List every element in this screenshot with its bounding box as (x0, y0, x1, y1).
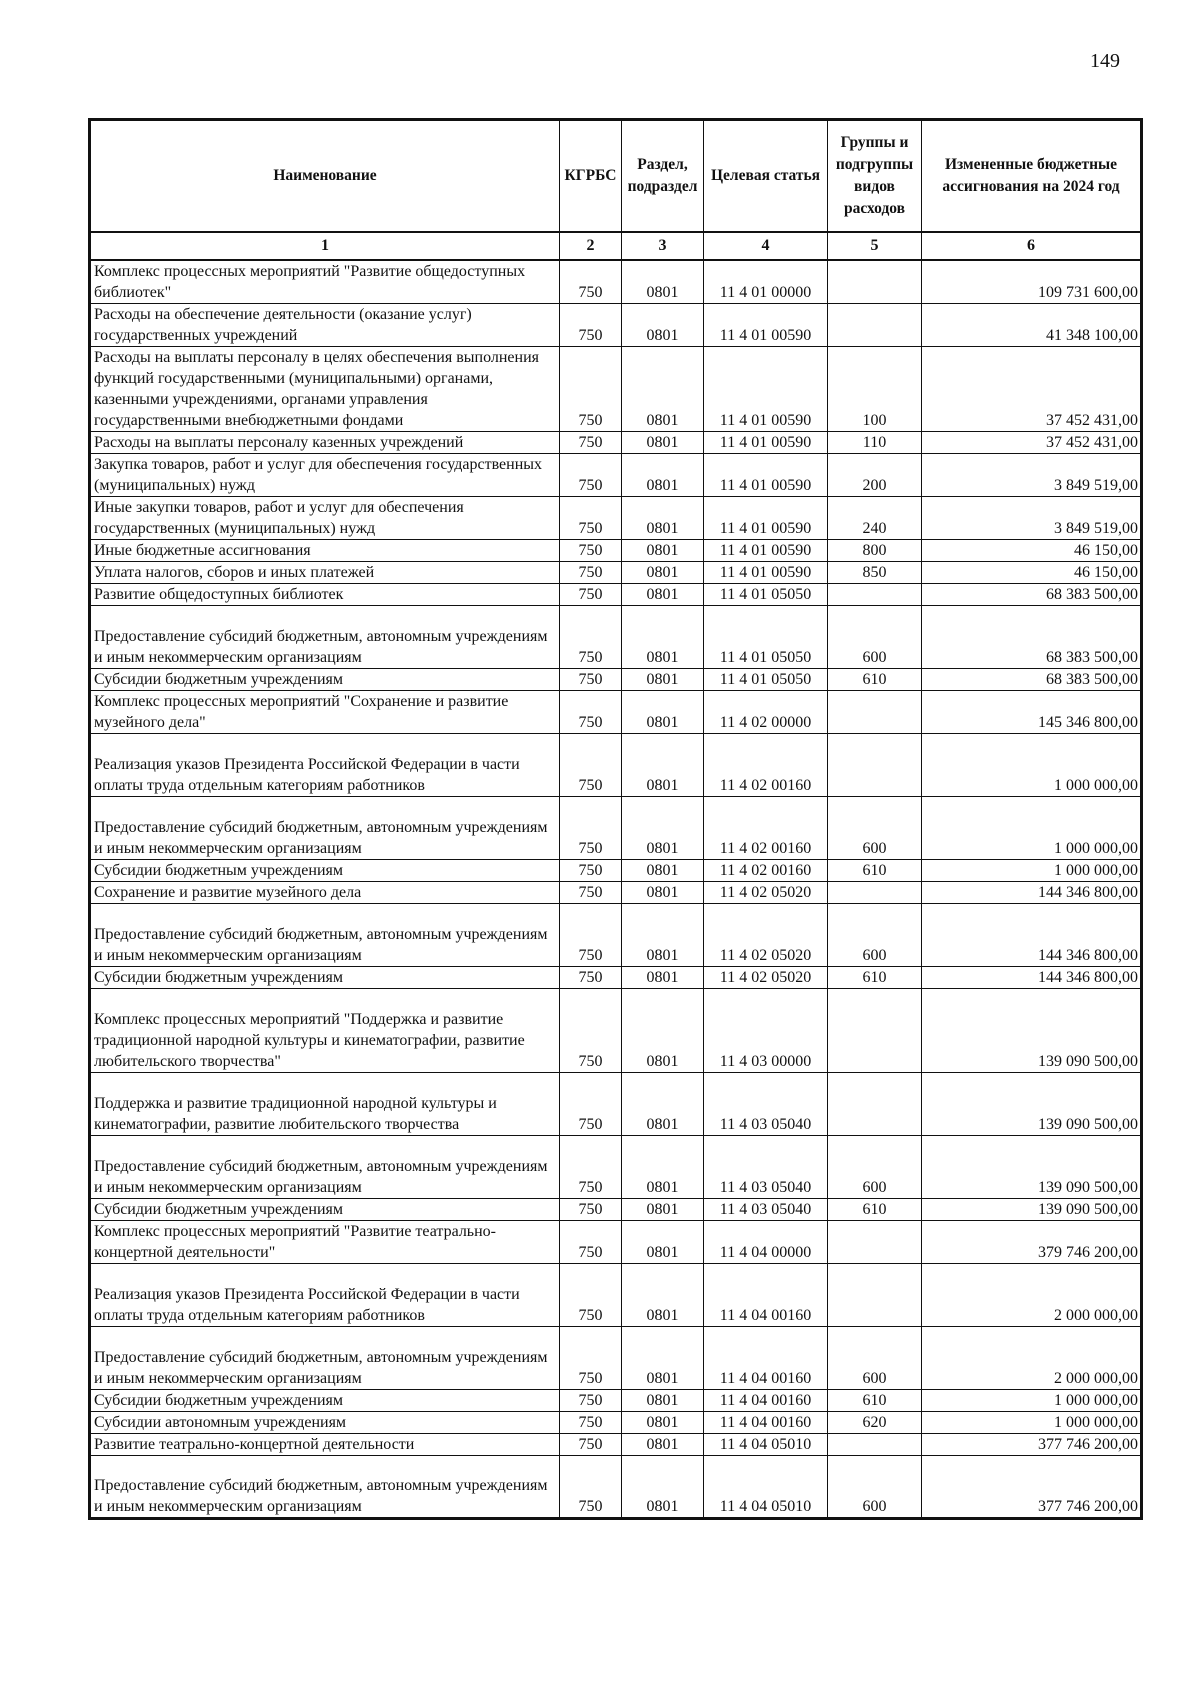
header-group: Группы и подгруппы видов расходов (828, 120, 922, 233)
row-name: Комплекс процессных мероприятий "Поддержка и развитие традиционной народной культуры и кинематографии, развитие любительского творчества" (90, 989, 560, 1073)
row-kgrbs: 750 (560, 304, 622, 347)
column-number: 6 (922, 232, 1142, 260)
row-name: Субсидии бюджетным учреждениям (90, 1390, 560, 1412)
row-kgrbs: 750 (560, 669, 622, 691)
row-kgrbs: 750 (560, 540, 622, 562)
row-name: Субсидии бюджетным учреждениям (90, 669, 560, 691)
row-section: 0801 (622, 497, 704, 540)
row-kgrbs: 750 (560, 1327, 622, 1390)
row-section: 0801 (622, 669, 704, 691)
row-article: 11 4 01 00590 (704, 562, 828, 584)
column-number: 4 (704, 232, 828, 260)
row-name: Предоставление субсидий бюджетным, автономным учреждениям и иным некоммерческим организациям (90, 606, 560, 669)
row-amount: 109 731 600,00 (922, 260, 1142, 304)
row-amount: 37 452 431,00 (922, 347, 1142, 432)
column-number: 3 (622, 232, 704, 260)
table-row (90, 882, 1142, 904)
row-article: 11 4 01 00000 (704, 260, 828, 304)
row-name: Субсидии автономным учреждениям (90, 1412, 560, 1434)
row-name: Уплата налогов, сборов и иных платежей (90, 562, 560, 584)
row-group: 600 (828, 1456, 922, 1519)
row-kgrbs: 750 (560, 584, 622, 606)
table-row (90, 1136, 1142, 1199)
table-row (90, 989, 1142, 1073)
row-section: 0801 (622, 454, 704, 497)
row-name: Реализация указов Президента Российской Федерации в части оплаты труда отдельным категориям работников (90, 1264, 560, 1327)
row-name: Расходы на обеспечение деятельности (оказание услуг) государственных учреждений (90, 304, 560, 347)
row-article: 11 4 04 00160 (704, 1390, 828, 1412)
row-kgrbs: 750 (560, 860, 622, 882)
row-section: 0801 (622, 562, 704, 584)
row-kgrbs: 750 (560, 989, 622, 1073)
row-kgrbs: 750 (560, 606, 622, 669)
row-kgrbs: 750 (560, 260, 622, 304)
table-row (90, 967, 1142, 989)
row-group (828, 691, 922, 734)
row-amount: 41 348 100,00 (922, 304, 1142, 347)
row-kgrbs: 750 (560, 454, 622, 497)
row-amount: 68 383 500,00 (922, 669, 1142, 691)
table-row (90, 1199, 1142, 1221)
row-group (828, 734, 922, 797)
row-article: 11 4 02 05020 (704, 904, 828, 967)
table-row (90, 734, 1142, 797)
row-section: 0801 (622, 1412, 704, 1434)
row-group: 620 (828, 1412, 922, 1434)
table-row (90, 797, 1142, 860)
row-section: 0801 (622, 260, 704, 304)
row-kgrbs: 750 (560, 904, 622, 967)
row-article: 11 4 02 05020 (704, 882, 828, 904)
header-row (90, 120, 1142, 233)
row-article: 11 4 01 00590 (704, 432, 828, 454)
row-section: 0801 (622, 1456, 704, 1519)
row-section: 0801 (622, 1327, 704, 1390)
row-group (828, 989, 922, 1073)
row-article: 11 4 04 00000 (704, 1221, 828, 1264)
row-name: Расходы на выплаты персоналу в целях обеспечения выполнения функций государственными (муниципальными) органами, казенными учреждениями, органами управления государственными внебюджетными фондами (90, 347, 560, 432)
row-group: 610 (828, 967, 922, 989)
row-name: Комплекс процессных мероприятий "Развитие общедоступных библиотек" (90, 260, 560, 304)
row-group (828, 882, 922, 904)
row-name: Иные закупки товаров, работ и услуг для обеспечения государственных (муниципальных) нужд (90, 497, 560, 540)
table-row (90, 432, 1142, 454)
row-group (828, 1264, 922, 1327)
row-name: Сохранение и развитие музейного дела (90, 882, 560, 904)
row-kgrbs: 750 (560, 967, 622, 989)
row-article: 11 4 02 05020 (704, 967, 828, 989)
row-kgrbs: 750 (560, 1199, 622, 1221)
row-section: 0801 (622, 734, 704, 797)
row-amount: 144 346 800,00 (922, 967, 1142, 989)
row-amount: 144 346 800,00 (922, 904, 1142, 967)
row-article: 11 4 03 05040 (704, 1199, 828, 1221)
row-article: 11 4 04 00160 (704, 1264, 828, 1327)
table-row (90, 669, 1142, 691)
header-amount: Измененные бюджетные ассигнования на 2024 год (922, 120, 1142, 233)
table-row (90, 1412, 1142, 1434)
row-kgrbs: 750 (560, 1221, 622, 1264)
row-amount: 139 090 500,00 (922, 1136, 1142, 1199)
table-row (90, 304, 1142, 347)
row-article: 11 4 04 05010 (704, 1456, 828, 1519)
row-group: 110 (828, 432, 922, 454)
row-amount: 1 000 000,00 (922, 797, 1142, 860)
row-section: 0801 (622, 1390, 704, 1412)
row-article: 11 4 01 00590 (704, 347, 828, 432)
row-amount: 1 000 000,00 (922, 1390, 1142, 1412)
row-group: 600 (828, 904, 922, 967)
row-section: 0801 (622, 584, 704, 606)
row-kgrbs: 750 (560, 562, 622, 584)
row-amount: 377 746 200,00 (922, 1434, 1142, 1456)
row-name: Предоставление субсидий бюджетным, автономным учреждениям и иным некоммерческим организациям (90, 1327, 560, 1390)
row-group: 600 (828, 1327, 922, 1390)
row-article: 11 4 01 00590 (704, 497, 828, 540)
header-kgrbs: КГРБС (560, 120, 622, 233)
table-row (90, 584, 1142, 606)
table-row (90, 1390, 1142, 1412)
column-numbers-row (90, 232, 1142, 260)
row-name: Субсидии бюджетным учреждениям (90, 967, 560, 989)
row-section: 0801 (622, 1264, 704, 1327)
page-number: 149 (1090, 50, 1120, 72)
row-kgrbs: 750 (560, 1390, 622, 1412)
row-section: 0801 (622, 347, 704, 432)
row-section: 0801 (622, 860, 704, 882)
row-article: 11 4 01 00590 (704, 304, 828, 347)
row-name: Субсидии бюджетным учреждениям (90, 1199, 560, 1221)
row-group: 100 (828, 347, 922, 432)
row-kgrbs: 750 (560, 347, 622, 432)
row-name: Реализация указов Президента Российской Федерации в части оплаты труда отдельным категориям работников (90, 734, 560, 797)
table-row (90, 1456, 1142, 1519)
row-article: 11 4 01 00590 (704, 454, 828, 497)
row-amount: 68 383 500,00 (922, 606, 1142, 669)
row-name: Субсидии бюджетным учреждениям (90, 860, 560, 882)
row-article: 11 4 04 00160 (704, 1327, 828, 1390)
row-section: 0801 (622, 1136, 704, 1199)
row-name: Комплекс процессных мероприятий "Сохранение и развитие музейного дела" (90, 691, 560, 734)
row-group: 850 (828, 562, 922, 584)
row-amount: 46 150,00 (922, 540, 1142, 562)
row-kgrbs: 750 (560, 1412, 622, 1434)
row-article: 11 4 03 05040 (704, 1136, 828, 1199)
row-kgrbs: 750 (560, 734, 622, 797)
table-row (90, 1264, 1142, 1327)
table-row (90, 1434, 1142, 1456)
row-group (828, 1073, 922, 1136)
row-section: 0801 (622, 606, 704, 669)
column-number: 1 (90, 232, 560, 260)
row-kgrbs: 750 (560, 691, 622, 734)
row-article: 11 4 04 05010 (704, 1434, 828, 1456)
table-row (90, 691, 1142, 734)
row-amount: 377 746 200,00 (922, 1456, 1142, 1519)
row-section: 0801 (622, 904, 704, 967)
row-name: Поддержка и развитие традиционной народной культуры и кинематографии, развитие любительского творчества (90, 1073, 560, 1136)
row-name: Предоставление субсидий бюджетным, автономным учреждениям и иным некоммерческим организациям (90, 1136, 560, 1199)
column-number: 2 (560, 232, 622, 260)
row-section: 0801 (622, 967, 704, 989)
row-group (828, 260, 922, 304)
row-section: 0801 (622, 989, 704, 1073)
row-article: 11 4 02 00160 (704, 734, 828, 797)
row-section: 0801 (622, 797, 704, 860)
row-group: 600 (828, 1136, 922, 1199)
row-group: 200 (828, 454, 922, 497)
table-body (90, 260, 1142, 1519)
row-amount: 139 090 500,00 (922, 1199, 1142, 1221)
row-name: Предоставление субсидий бюджетным, автономным учреждениям и иным некоммерческим организациям (90, 797, 560, 860)
row-section: 0801 (622, 1199, 704, 1221)
row-amount: 2 000 000,00 (922, 1327, 1142, 1390)
row-group (828, 1434, 922, 1456)
row-kgrbs: 750 (560, 1456, 622, 1519)
table-row (90, 1327, 1142, 1390)
row-group: 610 (828, 860, 922, 882)
row-section: 0801 (622, 540, 704, 562)
row-group: 600 (828, 797, 922, 860)
row-section: 0801 (622, 304, 704, 347)
row-kgrbs: 750 (560, 1434, 622, 1456)
row-section: 0801 (622, 432, 704, 454)
row-section: 0801 (622, 1221, 704, 1264)
header-article: Целевая статья (704, 120, 828, 233)
row-name: Расходы на выплаты персоналу казенных учреждений (90, 432, 560, 454)
row-article: 11 4 01 00590 (704, 540, 828, 562)
row-kgrbs: 750 (560, 882, 622, 904)
row-amount: 2 000 000,00 (922, 1264, 1142, 1327)
row-name: Предоставление субсидий бюджетным, автономным учреждениям и иным некоммерческим организациям (90, 1456, 560, 1519)
table-row (90, 1073, 1142, 1136)
row-kgrbs: 750 (560, 1264, 622, 1327)
row-group (828, 1221, 922, 1264)
row-article: 11 4 02 00160 (704, 797, 828, 860)
row-section: 0801 (622, 691, 704, 734)
row-group: 610 (828, 1390, 922, 1412)
row-group (828, 304, 922, 347)
row-amount: 139 090 500,00 (922, 989, 1142, 1073)
row-name: Закупка товаров, работ и услуг для обеспечения государственных (муниципальных) нужд (90, 454, 560, 497)
row-amount: 144 346 800,00 (922, 882, 1142, 904)
table-row (90, 347, 1142, 432)
row-amount: 139 090 500,00 (922, 1073, 1142, 1136)
header-section: Раздел, подраздел (622, 120, 704, 233)
column-number: 5 (828, 232, 922, 260)
row-amount: 37 452 431,00 (922, 432, 1142, 454)
row-article: 11 4 01 05050 (704, 584, 828, 606)
row-article: 11 4 02 00000 (704, 691, 828, 734)
row-group: 610 (828, 1199, 922, 1221)
row-name: Предоставление субсидий бюджетным, автономным учреждениям и иным некоммерческим организациям (90, 904, 560, 967)
row-name: Комплекс процессных мероприятий "Развитие театрально-концертной деятельности" (90, 1221, 560, 1264)
row-group: 600 (828, 606, 922, 669)
table-row (90, 606, 1142, 669)
table-row (90, 260, 1142, 304)
row-amount: 1 000 000,00 (922, 1412, 1142, 1434)
row-kgrbs: 750 (560, 1136, 622, 1199)
row-article: 11 4 03 05040 (704, 1073, 828, 1136)
row-group: 240 (828, 497, 922, 540)
row-name: Развитие театрально-концертной деятельности (90, 1434, 560, 1456)
row-name: Иные бюджетные ассигнования (90, 540, 560, 562)
budget-table (88, 118, 1143, 1520)
row-section: 0801 (622, 1073, 704, 1136)
row-group (828, 584, 922, 606)
row-kgrbs: 750 (560, 497, 622, 540)
row-article: 11 4 01 05050 (704, 669, 828, 691)
row-amount: 1 000 000,00 (922, 734, 1142, 797)
row-section: 0801 (622, 1434, 704, 1456)
table-row (90, 454, 1142, 497)
row-amount: 145 346 800,00 (922, 691, 1142, 734)
table-row (90, 562, 1142, 584)
row-group: 800 (828, 540, 922, 562)
table-row (90, 497, 1142, 540)
row-kgrbs: 750 (560, 1073, 622, 1136)
row-kgrbs: 750 (560, 797, 622, 860)
row-group: 610 (828, 669, 922, 691)
row-article: 11 4 01 05050 (704, 606, 828, 669)
row-amount: 1 000 000,00 (922, 860, 1142, 882)
row-amount: 3 849 519,00 (922, 497, 1142, 540)
row-name: Развитие общедоступных библиотек (90, 584, 560, 606)
row-article: 11 4 02 00160 (704, 860, 828, 882)
row-amount: 379 746 200,00 (922, 1221, 1142, 1264)
header-name: Наименование (90, 120, 560, 233)
row-amount: 3 849 519,00 (922, 454, 1142, 497)
table-row (90, 1221, 1142, 1264)
row-amount: 68 383 500,00 (922, 584, 1142, 606)
row-amount: 46 150,00 (922, 562, 1142, 584)
table-row (90, 904, 1142, 967)
row-article: 11 4 03 00000 (704, 989, 828, 1073)
row-article: 11 4 04 00160 (704, 1412, 828, 1434)
row-section: 0801 (622, 882, 704, 904)
table-row (90, 540, 1142, 562)
row-kgrbs: 750 (560, 432, 622, 454)
table-row (90, 860, 1142, 882)
